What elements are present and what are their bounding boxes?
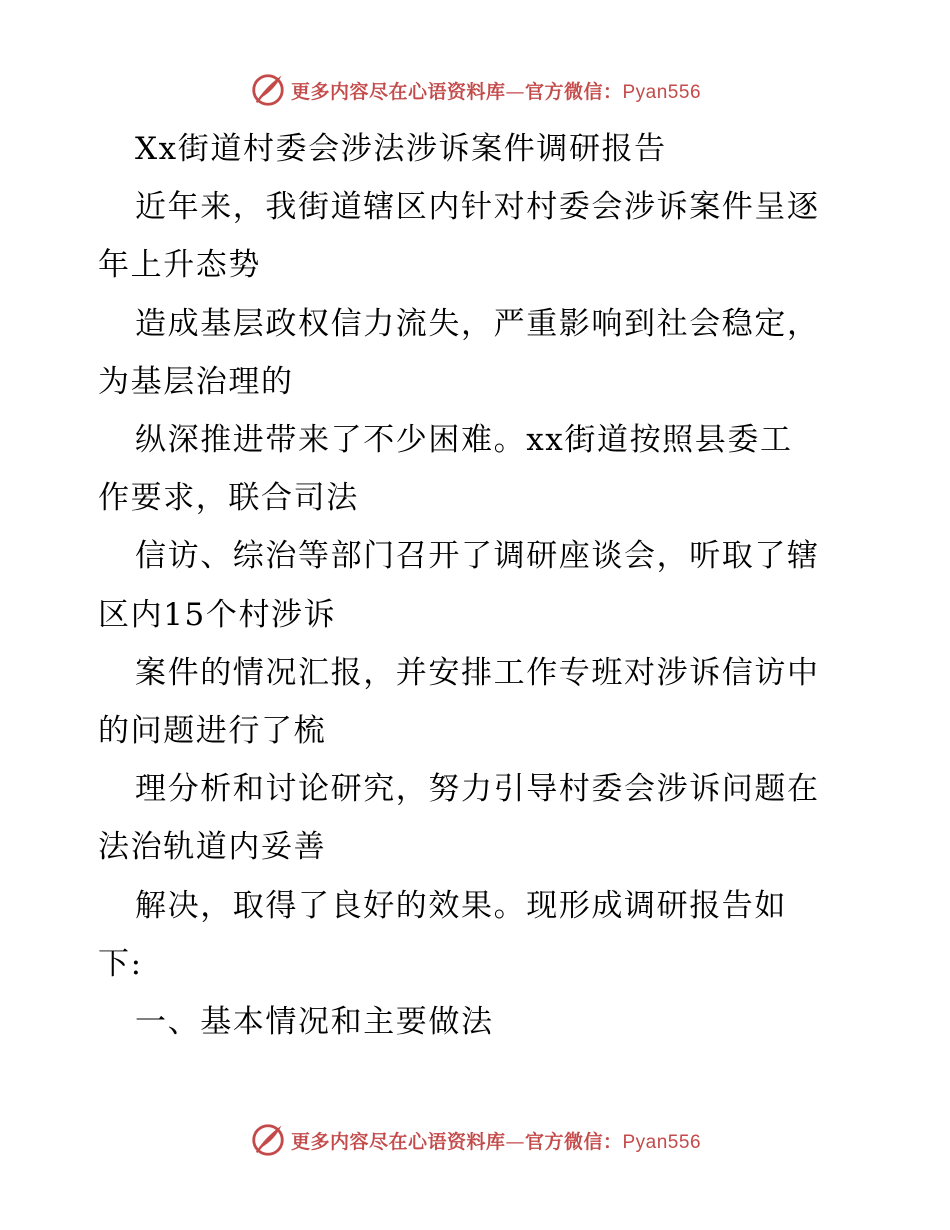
text-line: 造成基层政权信力流失，严重影响到社会稳定， [135,305,820,342]
text-line: 理分析和讨论研究，努力引导村委会涉诉问题在 [135,771,820,808]
banner-text: 更多内容尽在心语资料库—官方微信：Pyan556 [290,80,702,103]
footer-banner [0,1117,950,1163]
text-line: 区内15个村涉诉 [98,596,337,633]
text-line: 年上升态势 [98,247,261,284]
text-line: 作要求，联合司法 [98,480,359,517]
quill-logo-icon [249,71,287,109]
text-line: 近年来，我街道辖区内针对村委会涉诉案件呈逐 [135,189,820,226]
document-body [98,120,858,1051]
text-line: 纵深推进带来了不少困难。xx街道按照县委工 [135,422,793,459]
text-line: 信访、综治等部门召开了调研座谈会，听取了辖 [135,538,820,575]
text-line: 下: [98,945,143,982]
document-title: Xx街道村委会涉法涉诉案件调研报告 [135,131,667,167]
section-heading: 一、基本情况和主要做法 [135,1004,494,1041]
text-line: 的问题进行了梳 [98,713,327,750]
banner-text: 更多内容尽在心语资料库—官方微信：Pyan556 [290,1130,702,1153]
text-line: 案件的情况汇报，并安排工作专班对涉诉信访中 [135,654,820,691]
quill-logo-icon [249,1121,287,1159]
text-line: 解决，取得了良好的效果。现形成调研报告如 [135,887,787,924]
text-line: 法治轨道内妥善 [98,829,327,866]
header-banner [0,67,950,113]
text-line: 为基层治理的 [98,363,294,400]
